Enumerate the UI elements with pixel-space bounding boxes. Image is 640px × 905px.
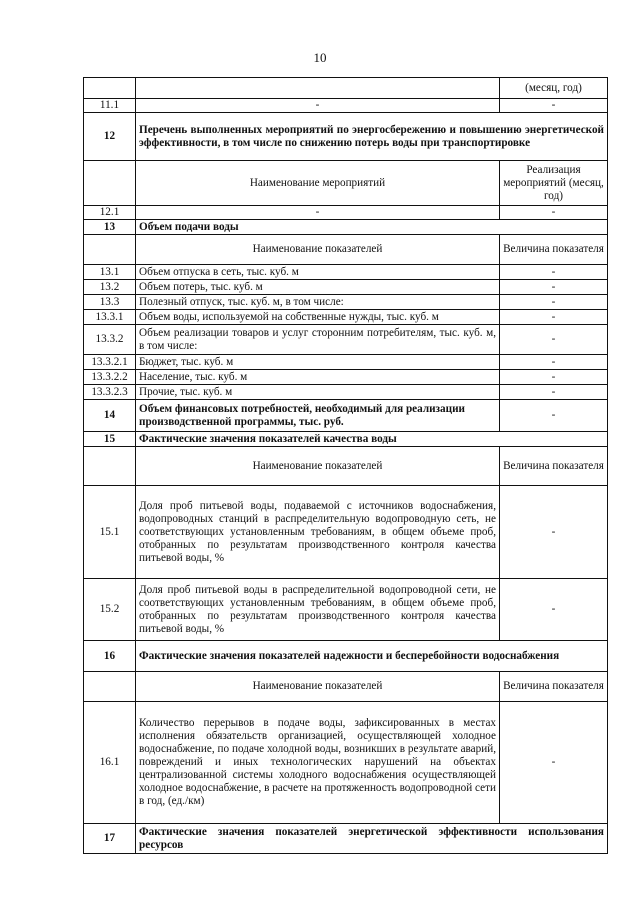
section-title: Фактические значения показателей энергетической эффективности использования ресурсов [136,824,608,854]
row-value: - [500,579,608,641]
name-cell [136,78,500,99]
row-value: - [500,325,608,355]
table-row [84,206,608,220]
row-name: Прочие, тыс. куб. м [136,385,500,400]
row-number: 13.3.2.1 [84,355,136,370]
row-number: 13.3.1 [84,310,136,325]
section-row [84,824,608,854]
row-number: 11.1 [84,99,136,113]
table-row [84,265,608,280]
column-header-row [84,235,608,265]
column-header-row [84,161,608,206]
row-value: - [500,265,608,280]
number-cell [84,672,136,702]
table-row [84,355,608,370]
section-row [84,432,608,447]
row-name: Объем отпуска в сеть, тыс. куб. м [136,265,500,280]
row-name: - [136,99,500,113]
row-name: Количество перерывов в подаче воды, зафиксированных в местах исполнения обязательств организацией, осуществляющей холодное водоснабжение, по подаче холодной воды, возникших в результате аварий, повреждений и иных технологических нарушений на объектах централизованной системы холодного водоснабжения осуществляющей холодное водоснабжение, в расчете на протяженность водопроводной сети в год, (ед./км) [136,702,500,824]
section-number: 12 [84,113,136,161]
row-number: 13.3 [84,295,136,310]
row-name: Население, тыс. куб. м [136,370,500,385]
report-table [83,77,608,854]
row-number: 15.2 [84,579,136,641]
number-cell [84,78,136,99]
section-title: Объем подачи воды [136,220,608,235]
table-row [84,385,608,400]
row-name: Доля проб питьевой воды в распределительной водопроводной сети, не соответствующих установленным требованиям, в общем объеме проб, отобранных по результатам производственного контроля качества питьевой воды, % [136,579,500,641]
row-value: - [500,295,608,310]
table-row [84,579,608,641]
table-row [84,486,608,579]
name-column-header: Наименование показателей [136,447,500,486]
page-number: 10 [313,50,327,65]
name-column-header: Наименование показателей [136,235,500,265]
row-number: 13.1 [84,265,136,280]
section-row [84,220,608,235]
row-name: - [136,206,500,220]
table-row [84,99,608,113]
row-name: Доля проб питьевой воды, подаваемой с источников водоснабжения, водопроводных станций в распределительную водопроводную сеть, не соответствующих установленным требованиям, в общем объеме проб, отобранных по результатам производственного контроля качества питьевой воды, % [136,486,500,579]
row-name: Бюджет, тыс. куб. м [136,355,500,370]
row-value: - [500,99,608,113]
section-title: Перечень выполненных мероприятий по энергосбережению и повышению энергетической эффективности, в том числе по снижению потерь воды при транспортировке [136,113,608,161]
row-name: Объем потерь, тыс. куб. м [136,280,500,295]
section-title: Фактические значения показателей качества воды [136,432,608,447]
row-value: - [500,400,608,432]
row-number: 13.3.2 [84,325,136,355]
section-number: 15 [84,432,136,447]
number-cell [84,447,136,486]
table-row [84,400,608,432]
row-name: Полезный отпуск, тыс. куб. м, в том числе: [136,295,500,310]
table-row [84,78,608,99]
table-row [84,310,608,325]
table-row [84,702,608,824]
value-column-header: Величина показателя [500,447,608,486]
row-number: 13.2 [84,280,136,295]
row-number: 13.3.2.3 [84,385,136,400]
table-row [84,280,608,295]
section-number: 17 [84,824,136,854]
section-number: 13 [84,220,136,235]
name-column-header: Наименование мероприятий [136,161,500,206]
table-row [84,325,608,355]
row-value: - [500,310,608,325]
row-number: 13.3.2.2 [84,370,136,385]
row-name: Объем реализации товаров и услуг сторонним потребителям, тыс. куб. м, в том числе: [136,325,500,355]
row-value: - [500,370,608,385]
row-value: - [500,280,608,295]
row-number: 12.1 [84,206,136,220]
section-row [84,113,608,161]
section-row [84,641,608,672]
value-column-header: Величина показателя [500,672,608,702]
row-value: - [500,486,608,579]
section-title: Фактические значения показателей надежности и бесперебойности водоснабжения [136,641,608,672]
table-row [84,370,608,385]
column-header-row [84,447,608,486]
column-header-row [84,672,608,702]
value-column-header: Реализация мероприятий (месяц, год) [500,161,608,206]
row-name: Объем воды, используемой на собственные нужды, тыс. куб. м [136,310,500,325]
row-number: 14 [84,400,136,432]
section-number: 16 [84,641,136,672]
row-value: - [500,355,608,370]
row-value: - [500,702,608,824]
row-value: - [500,206,608,220]
table-row [84,295,608,310]
row-number: 15.1 [84,486,136,579]
name-column-header: Наименование показателей [136,672,500,702]
number-cell [84,235,136,265]
number-cell [84,161,136,206]
row-number: 16.1 [84,702,136,824]
value-column-header: Величина показателя [500,235,608,265]
value-header-cell: (месяц, год) [500,78,608,99]
row-name: Объем финансовых потребностей, необходимый для реализации производственной программы, тыс. руб. [136,400,500,432]
row-value: - [500,385,608,400]
